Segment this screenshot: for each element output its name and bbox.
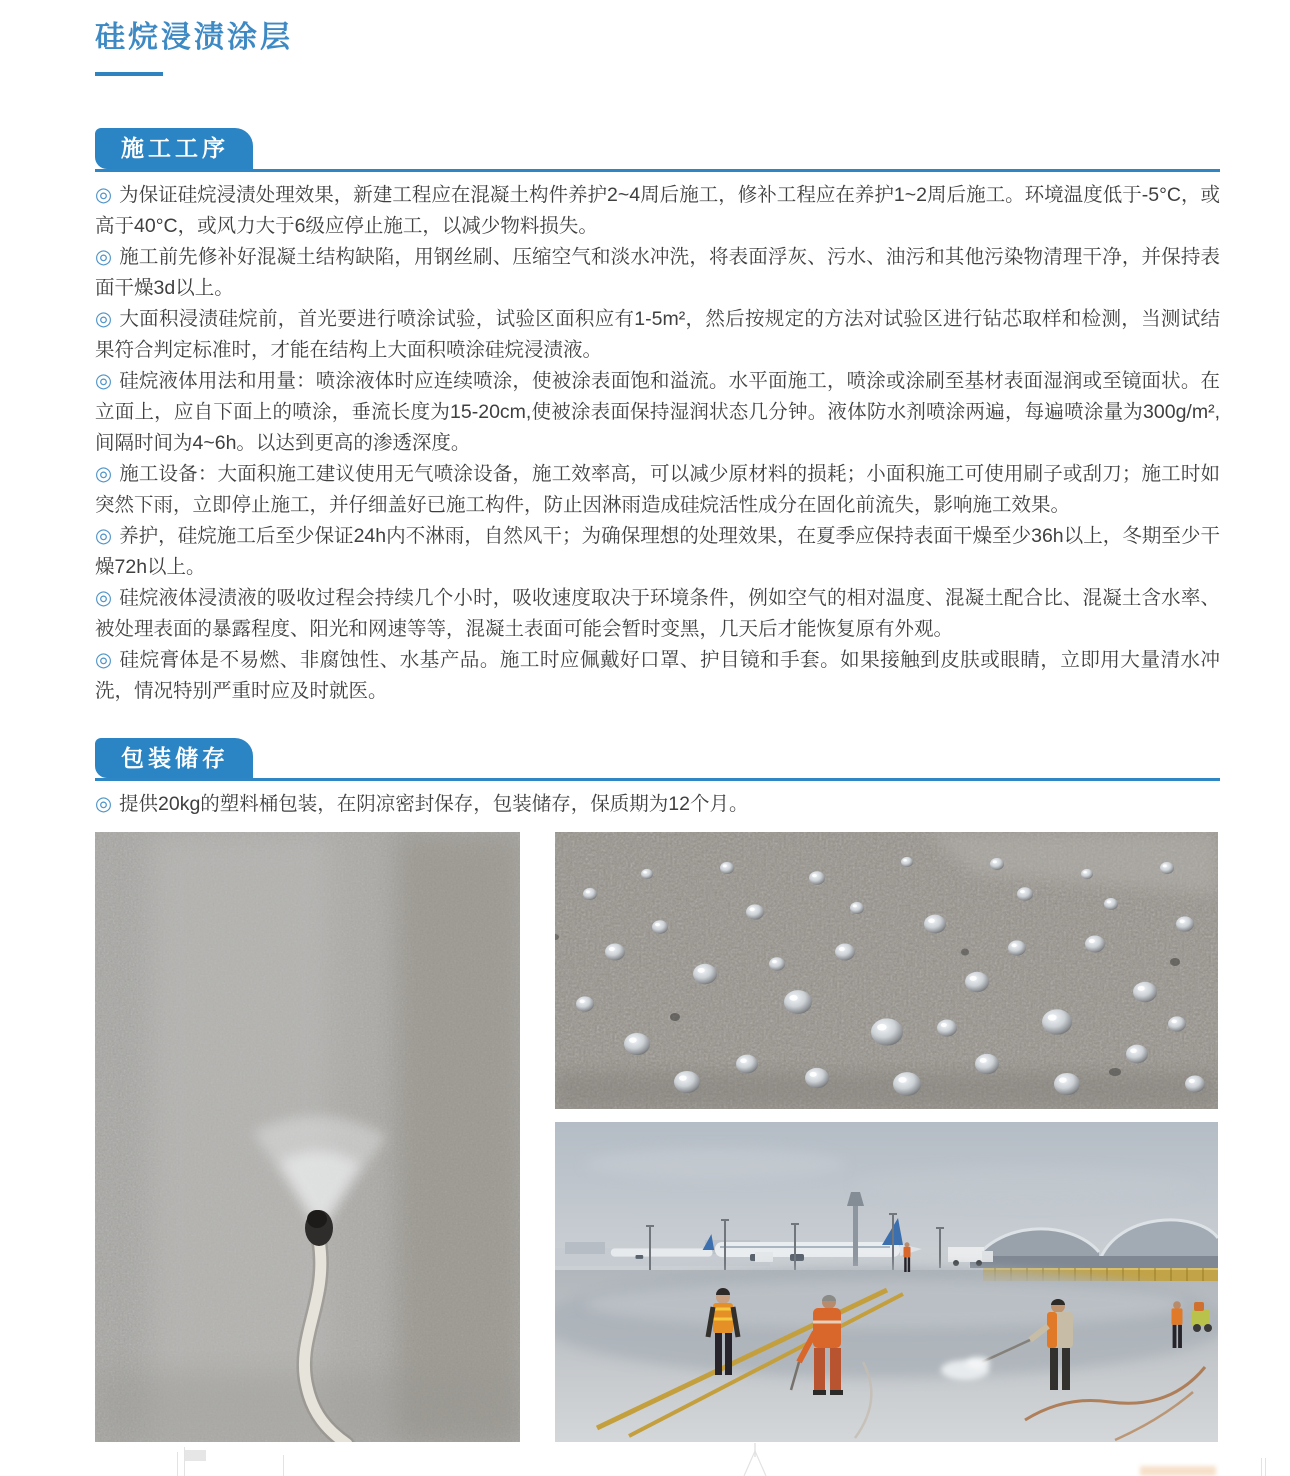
bullet-icon: ◎ (95, 183, 113, 206)
water-beads-illustration (555, 832, 1218, 1109)
photo-silane-spray-on-wall (95, 832, 520, 1442)
photo-airport-apron-spraying (555, 1122, 1218, 1442)
photo-water-beads-on-concrete (555, 832, 1218, 1109)
bullet-icon: ◎ (95, 793, 113, 816)
bullet-icon: ◎ (95, 307, 113, 330)
bullet-icon: ◎ (95, 245, 113, 268)
airport-apron-illustration (555, 1122, 1218, 1442)
construction-items (95, 172, 1220, 707)
section-header-construction (95, 128, 1220, 172)
watermark-skyline-line (283, 1455, 284, 1476)
section-tab-storage: 包装储存 (95, 738, 253, 779)
photo-gallery (95, 832, 1220, 1442)
list-item (95, 583, 1220, 645)
storage-items (95, 781, 1220, 820)
title-underline (95, 72, 163, 76)
item-text: 硅烷膏体是不易燃、非腐蚀性、水基产品。施工时应佩戴好口罩、护目镜和手套。如果接触到皮肤或眼睛，立即用大量清水冲洗，情况特别严重时应及时就医。 (95, 648, 1220, 702)
list-item (95, 521, 1220, 583)
watermark-skyline-flag (185, 1450, 206, 1461)
bullet-icon: ◎ (95, 524, 113, 547)
list-item (95, 459, 1220, 521)
item-text: 施工前先修补好混凝土结构缺陷，用钢丝刷、压缩空气和淡水冲洗，将表面浮灰、污水、油污和其他污染物清理干净，并保持表面干燥3d以上。 (95, 245, 1220, 299)
item-text: 养护，硅烷施工后至少保证24h内不淋雨，自然风干；为确保理想的处理效果，在夏季应保持表面干燥至少36h以上，冬期至少干燥72h以上。 (95, 524, 1220, 578)
spray-wall-illustration (95, 832, 520, 1442)
bullet-icon: ◎ (95, 648, 113, 671)
page-title: 硅烷浸渍涂层 (95, 21, 293, 54)
bullet-icon: ◎ (95, 586, 113, 609)
item-text: 大面积浸渍硅烷前，首光要进行喷涂试验，试验区面积应有1-5m²，然后按规定的方法对试验区进行钻芯取样和检测，当测试结果符合判定标准时，才能在结构上大面积喷涂硅烷浸渍液。 (95, 307, 1221, 361)
list-item (95, 180, 1220, 242)
watermark-skyline-tower (738, 1443, 772, 1476)
item-text: 提供20kg的塑料桶包装，在阴凉密封保存，包装储存，保质期为12个月。 (119, 793, 749, 816)
list-item (95, 789, 1220, 820)
watermark-skyline-line (1265, 1458, 1266, 1476)
watermark-skyline-line (1261, 1458, 1262, 1476)
list-item (95, 645, 1220, 707)
section-header-storage (95, 738, 1220, 782)
list-item (95, 304, 1220, 366)
section-tab-construction: 施工工序 (95, 128, 253, 169)
item-text: 硅烷液体浸渍液的吸收过程会持续几个小时，吸收速度取决于环境条件，例如空气的相对温度、混凝土配合比、混凝土含水率、被处理表面的暴露程度、阳光和网速等等，混凝土表面可能会暂时变黑，几天后才能恢复原有外观。 (95, 586, 1220, 640)
list-item (95, 366, 1220, 459)
list-item (95, 242, 1220, 304)
item-text: 硅烷液体用法和用量：喷涂液体时应连续喷涂，使被涂表面饱和溢流。水平面施工，喷涂或涂刷至基材表面湿润或至镜面状。在立面上，应自下面上的喷涂，垂流长度为15-20cm,使被涂表面保持湿润状态几分钟。液体防水剂喷涂两遍，每遍喷涂量为300g/m²,间隔时间为4~6h。以达到更高的渗透深度。 (95, 369, 1220, 454)
item-text: 施工设备：大面积施工建议使用无气喷涂设备，施工效率高，可以减少原材料的损耗；小面积施工可使用刷子或刮刀；施工时如突然下雨，立即停止施工，并仔细盖好已施工构件，防止因淋雨造成硅烷活性成分在固化前流失，影响施工效果。 (95, 462, 1220, 516)
watermark-orange-smudge (1140, 1466, 1216, 1476)
item-text: 为保证硅烷浸渍处理效果，新建工程应在混凝土构件养护2~4周后施工，修补工程应在养护1~2周后施工。环境温度低于-5°C，或高于40°C，或风力大于6级应停止施工，以减少物料损失。 (95, 183, 1221, 237)
bullet-icon: ◎ (95, 462, 113, 485)
watermark-skyline-line (177, 1452, 178, 1476)
bullet-icon: ◎ (95, 369, 113, 392)
